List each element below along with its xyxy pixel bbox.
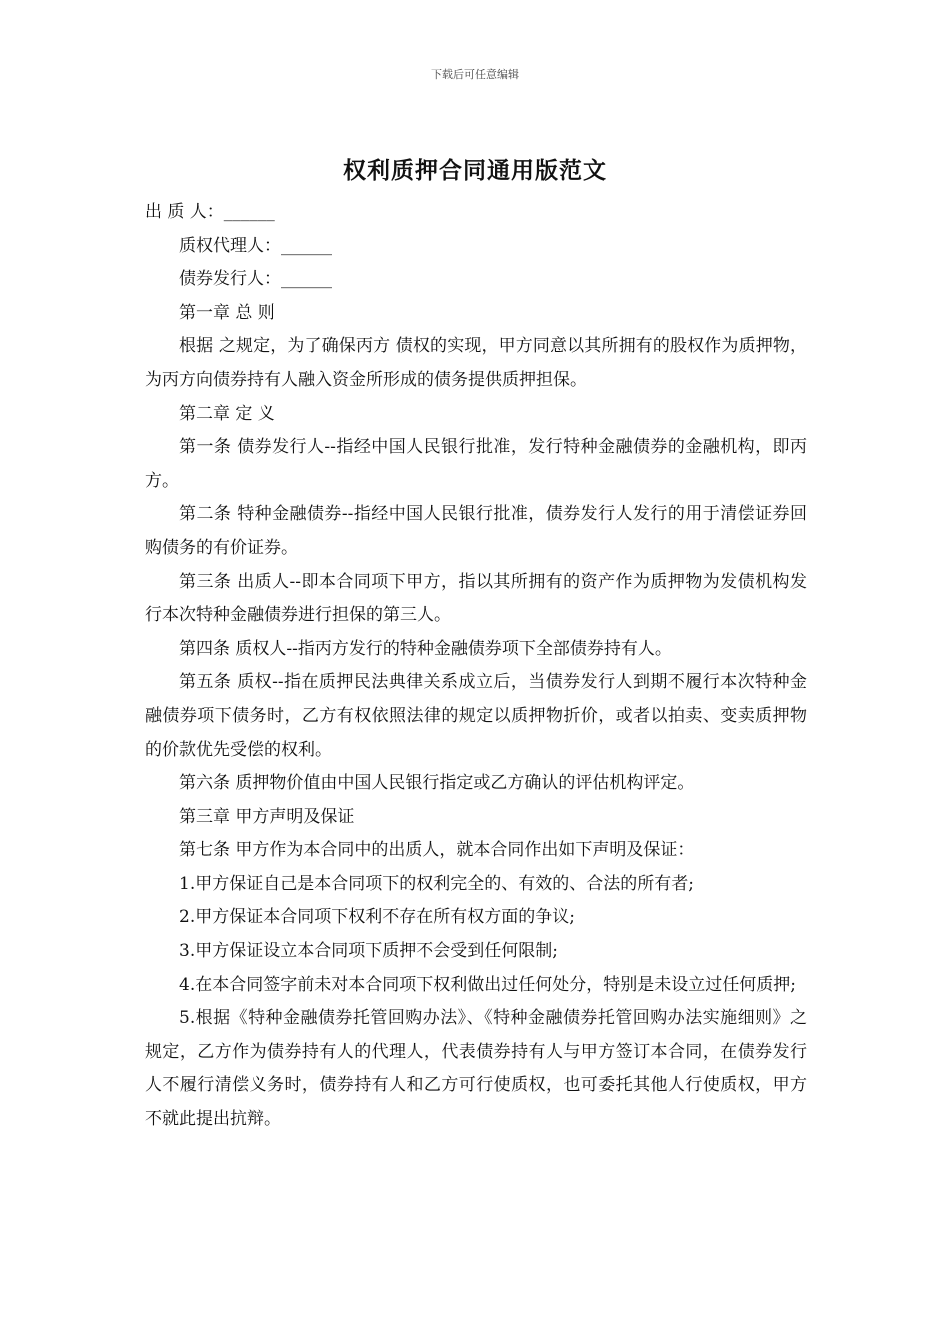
article-paragraph: 第一条 债券发行人--指经中国人民银行批准，发行特种金融债券的金融机构，即丙方。 <box>145 437 807 491</box>
article-paragraph: 第三条 出质人--即本合同项下甲方，指以其所拥有的资产作为质押物为发债机构发行本次特种金融债券进行担保的第三人。 <box>145 571 807 626</box>
article-paragraph: 第六条 质押物价值由中国人民银行指定或乙方确认的评估机构评定。 <box>179 773 695 794</box>
list-item: 3.甲方保证设立本合同项下质押不会受到任何限制; <box>179 941 558 962</box>
pledgee-agent-line: 质权代理人：______ <box>179 235 332 256</box>
article-paragraph: 第五条 质权--指在质押民法典律关系成立后，当债券发行人到期不履行本次特种金融债券项下债务时，乙方有权依照法律的规定以质押物折价，或者以拍卖、变卖质押物的价款优先受偿的权利。 <box>145 672 807 760</box>
article-paragraph: 第四条 质权人--指丙方发行的特种金融债券项下全部债券持有人。 <box>179 638 672 659</box>
chapter-heading: 第二章 定 义 <box>179 403 275 424</box>
list-item: 4.在本合同签字前未对本合同项下权利做出过任何处分，特别是未设立过任何质押; <box>179 974 796 995</box>
paragraph: 根据 之规定，为了确保丙方 债权的实现，甲方同意以其所拥有的股权作为质押物，为丙方向债券持有人融入资金所形成的债务提供质押担保。 <box>145 336 807 390</box>
document-body <box>145 196 807 1137</box>
list-item: 1.甲方保证自己是本合同项下的权利完全的、有效的、合法的所有者; <box>179 873 694 894</box>
article-paragraph: 第七条 甲方作为本合同中的出质人，就本合同作出如下声明及保证： <box>179 840 695 861</box>
list-item: 5.根据《特种金融债券托管回购办法》、《特种金融债券托管回购办法实施细则》之规定，乙方作为债券持有人的代理人，代表债券持有人与甲方签订本合同，在债券发行人不履行清偿义务时，债券持有人和乙方可行使质权，也可委托其他人行使质权，甲方不就此提出抗辩。 <box>145 1008 807 1130</box>
document-title: 权利质押合同通用版范文 <box>343 158 607 184</box>
bond-issuer-line: 债券发行人：______ <box>179 269 332 290</box>
chapter-heading: 第三章 甲方声明及保证 <box>179 806 355 827</box>
chapter-heading: 第一章 总 则 <box>179 302 275 323</box>
list-item: 2.甲方保证本合同项下权利不存在所有权方面的争议; <box>179 907 575 928</box>
page-header-note: 下载后可任意编辑 <box>431 68 519 81</box>
pledgor-line: 出 质 人：______ <box>145 202 275 222</box>
article-paragraph: 第二条 特种金融债券--指经中国人民银行批准，债券发行人发行的用于清偿证券回购债务的有价证券。 <box>145 504 807 558</box>
